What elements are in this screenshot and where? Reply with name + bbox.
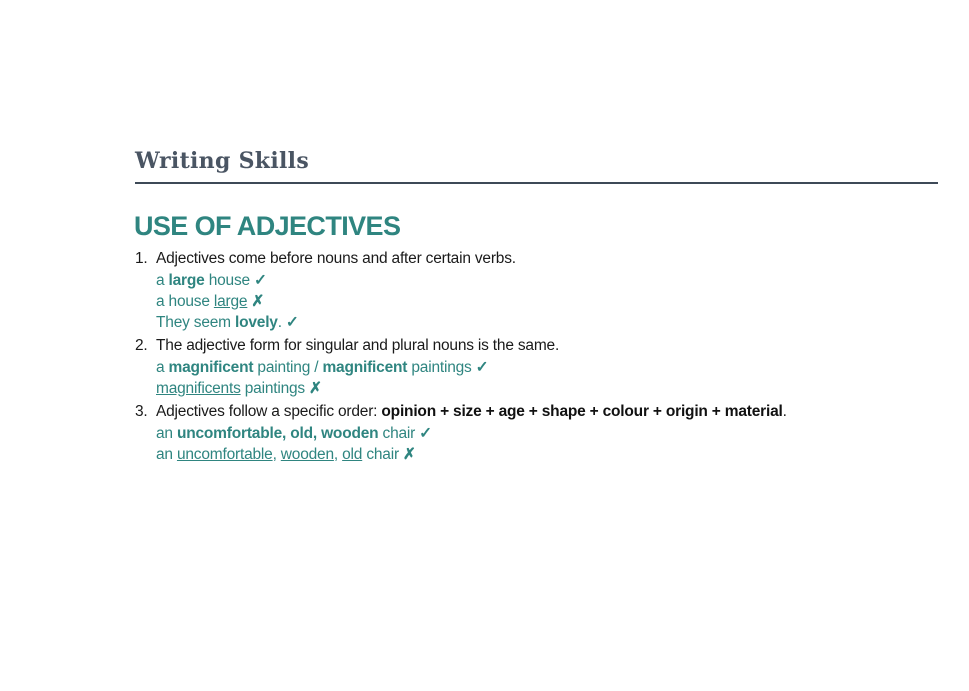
rule-item-1 (135, 248, 935, 333)
example-bold: large (168, 272, 205, 289)
page-title: Writing Skills (135, 148, 310, 174)
example-text: paintings (240, 380, 305, 397)
rule-statement (135, 335, 935, 357)
example-line (135, 423, 935, 444)
example-underlined: magnificents (156, 380, 241, 397)
cross-icon: ✗ (402, 446, 416, 463)
example-text: an (156, 425, 177, 442)
rule-item-2 (135, 335, 935, 399)
rule-text: Adjectives come before nouns and after certain verbs. (156, 250, 516, 267)
example-bold: magnificent (168, 359, 254, 376)
example-line (135, 357, 935, 378)
page-header (135, 146, 938, 184)
example-underlined: large (213, 293, 248, 310)
check-icon: ✓ (285, 314, 299, 331)
example-text: , (272, 446, 281, 463)
rules-list (135, 248, 935, 467)
rule-item-3 (135, 401, 935, 465)
example-text: house (204, 272, 250, 289)
example-line (135, 378, 935, 399)
example-underlined: uncomfortable (176, 446, 273, 463)
rule-statement (135, 401, 935, 423)
rule-number: 2. (135, 337, 148, 354)
check-icon: ✓ (419, 425, 432, 442)
rule-number: 1. (135, 250, 148, 267)
example-underlined: wooden (280, 446, 334, 463)
example-text: They seem (156, 314, 235, 331)
example-line (135, 312, 935, 333)
example-line (135, 270, 935, 291)
check-icon: ✓ (253, 272, 267, 289)
cross-icon: ✗ (308, 380, 322, 397)
check-icon: ✓ (475, 359, 489, 376)
example-bold: lovely (234, 314, 278, 331)
example-text: a (156, 359, 169, 376)
example-text: , (333, 446, 343, 463)
section-heading: USE OF ADJECTIVES (134, 211, 401, 241)
example-text: chair (378, 425, 416, 442)
example-text: an (156, 446, 177, 463)
example-line (135, 291, 935, 312)
rule-text: The adjective form for singular and plural nouns is the same. (156, 337, 560, 354)
example-bold: magnificent (322, 359, 408, 376)
example-text: paintings (407, 359, 472, 376)
rule-text: Adjectives follow a specific order: (156, 403, 382, 420)
example-text: . (277, 314, 282, 331)
example-text: a house (156, 293, 214, 310)
rule-text-end: . (782, 403, 787, 420)
rule-statement (135, 248, 935, 270)
example-line (135, 444, 935, 465)
example-text: chair (362, 446, 399, 463)
example-bold: uncomfortable, old, wooden (176, 425, 379, 442)
rule-order-formula: opinion + size + age + shape + colour + origin + material (381, 403, 783, 420)
rule-number: 3. (135, 403, 148, 420)
example-text: painting / (253, 359, 323, 376)
example-text: a (156, 272, 169, 289)
cross-icon: ✗ (251, 293, 265, 310)
title-divider (135, 182, 938, 184)
example-underlined: old (342, 446, 363, 463)
